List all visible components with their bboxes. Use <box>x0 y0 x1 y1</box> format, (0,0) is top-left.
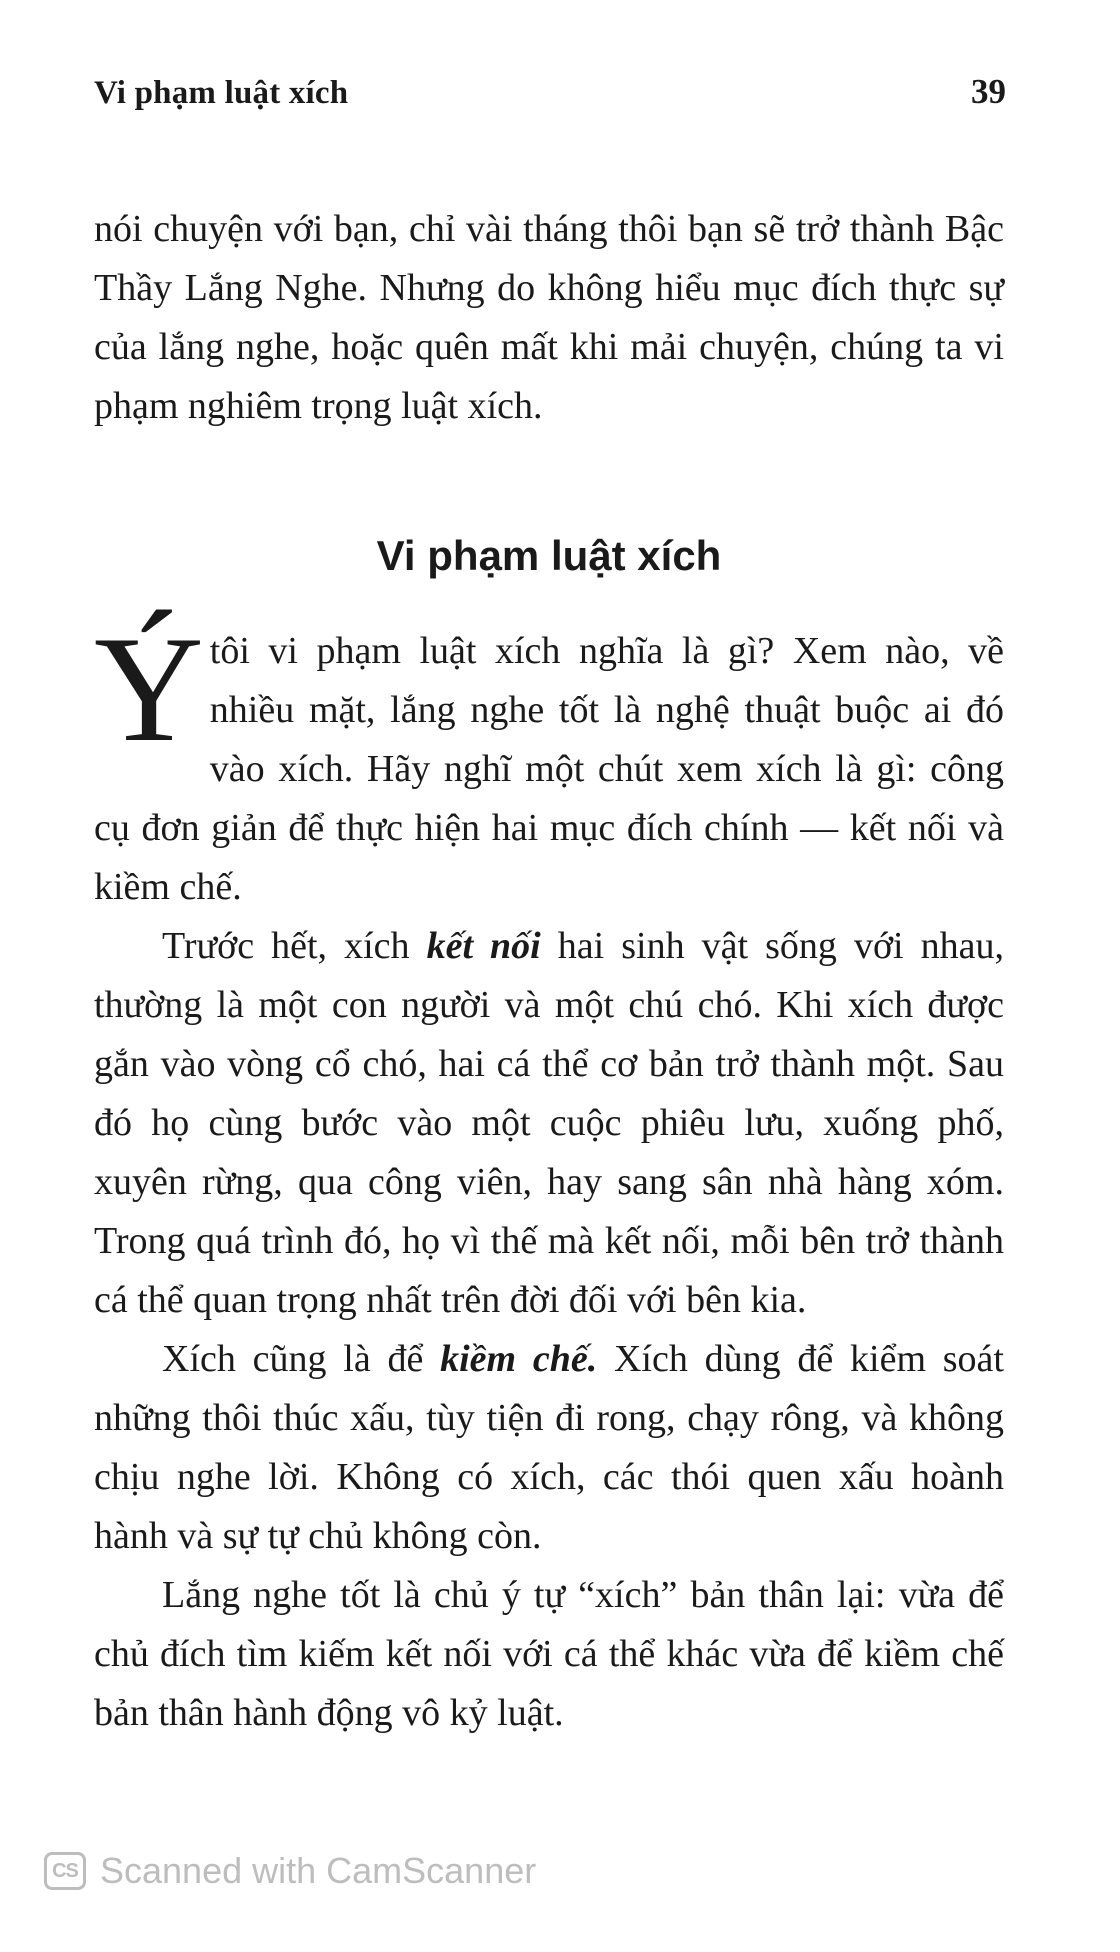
camscanner-watermark <box>44 1848 536 1894</box>
paragraph-1-text: tôi vi phạm luật xích nghĩa là gì? Xem nào, về nhiều mặt, lắng nghe tốt là nghệ thuật buộc ai đó vào xích. Hãy nghĩ một chút xem xích là gì: công cụ đơn giản để thực hiện hai mục đích chính — kết nối và kiềm chế. <box>94 630 1004 908</box>
drop-cap: Ý <box>94 605 204 773</box>
running-title: Vi phạm luật xích <box>94 75 349 111</box>
camscanner-logo-icon: CS <box>44 1852 86 1890</box>
paragraph-3-emphasis: kiềm chế. <box>440 1338 598 1380</box>
paragraph-3-lead: Xích cũng là để <box>162 1338 441 1380</box>
paragraph-2-text: hai sinh vật sống với nhau, thường là một con người và một chú chó. Khi xích được gắn vào vòng cổ chó, hai cá thể cơ bản trở thành một. Sau đó họ cùng bước vào một cuộc phiêu lưu, xuống phố, xuyên rừng, qua công viên, hay sang sân nhà hàng xóm. Trong quá trình đó, họ vì thế mà kết nối, mỗi bên trở thành cá thể quan trọng nhất trên đời đối với bên kia. <box>94 925 1005 1321</box>
page-number: 39 <box>971 72 1006 111</box>
paragraph-2-emphasis: kết nối <box>426 925 541 967</box>
paragraph-2-lead: Trước hết, xích <box>162 925 427 967</box>
watermark-text: Scanned with CamScanner <box>100 1850 537 1891</box>
paragraph-2 <box>94 917 1004 1330</box>
running-header <box>94 72 1006 122</box>
paragraph-4: Lắng nghe tốt là chủ ý tự “xích” bản thân lại: vừa để chủ đích tìm kiếm kết nối với cá thể khác vừa để kiềm chế bản thân hành động vô kỷ luật. <box>94 1574 1004 1734</box>
section-heading: Vi phạm luật xích <box>376 532 722 579</box>
section-body <box>94 605 1005 1743</box>
paragraph-3-text: Xích dùng để kiểm soát những thôi thúc xấu, tùy tiện đi rong, chạy rông, và không chịu nghe lời. Không có xích, các thói quen xấu hoành hành và sự tự chủ không còn. <box>94 1338 1004 1557</box>
paragraph-1 <box>94 605 1004 917</box>
paragraph-3 <box>94 1330 1004 1566</box>
intro-paragraph: nói chuyện với bạn, chỉ vài tháng thôi bạn sẽ trở thành Bậc Thầy Lắng Nghe. Nhưng do không hiểu mục đích thực sự của lắng nghe, hoặc quên mất khi mải chuyện, chúng ta vi phạm nghiêm trọng luật xích. <box>94 208 1004 427</box>
